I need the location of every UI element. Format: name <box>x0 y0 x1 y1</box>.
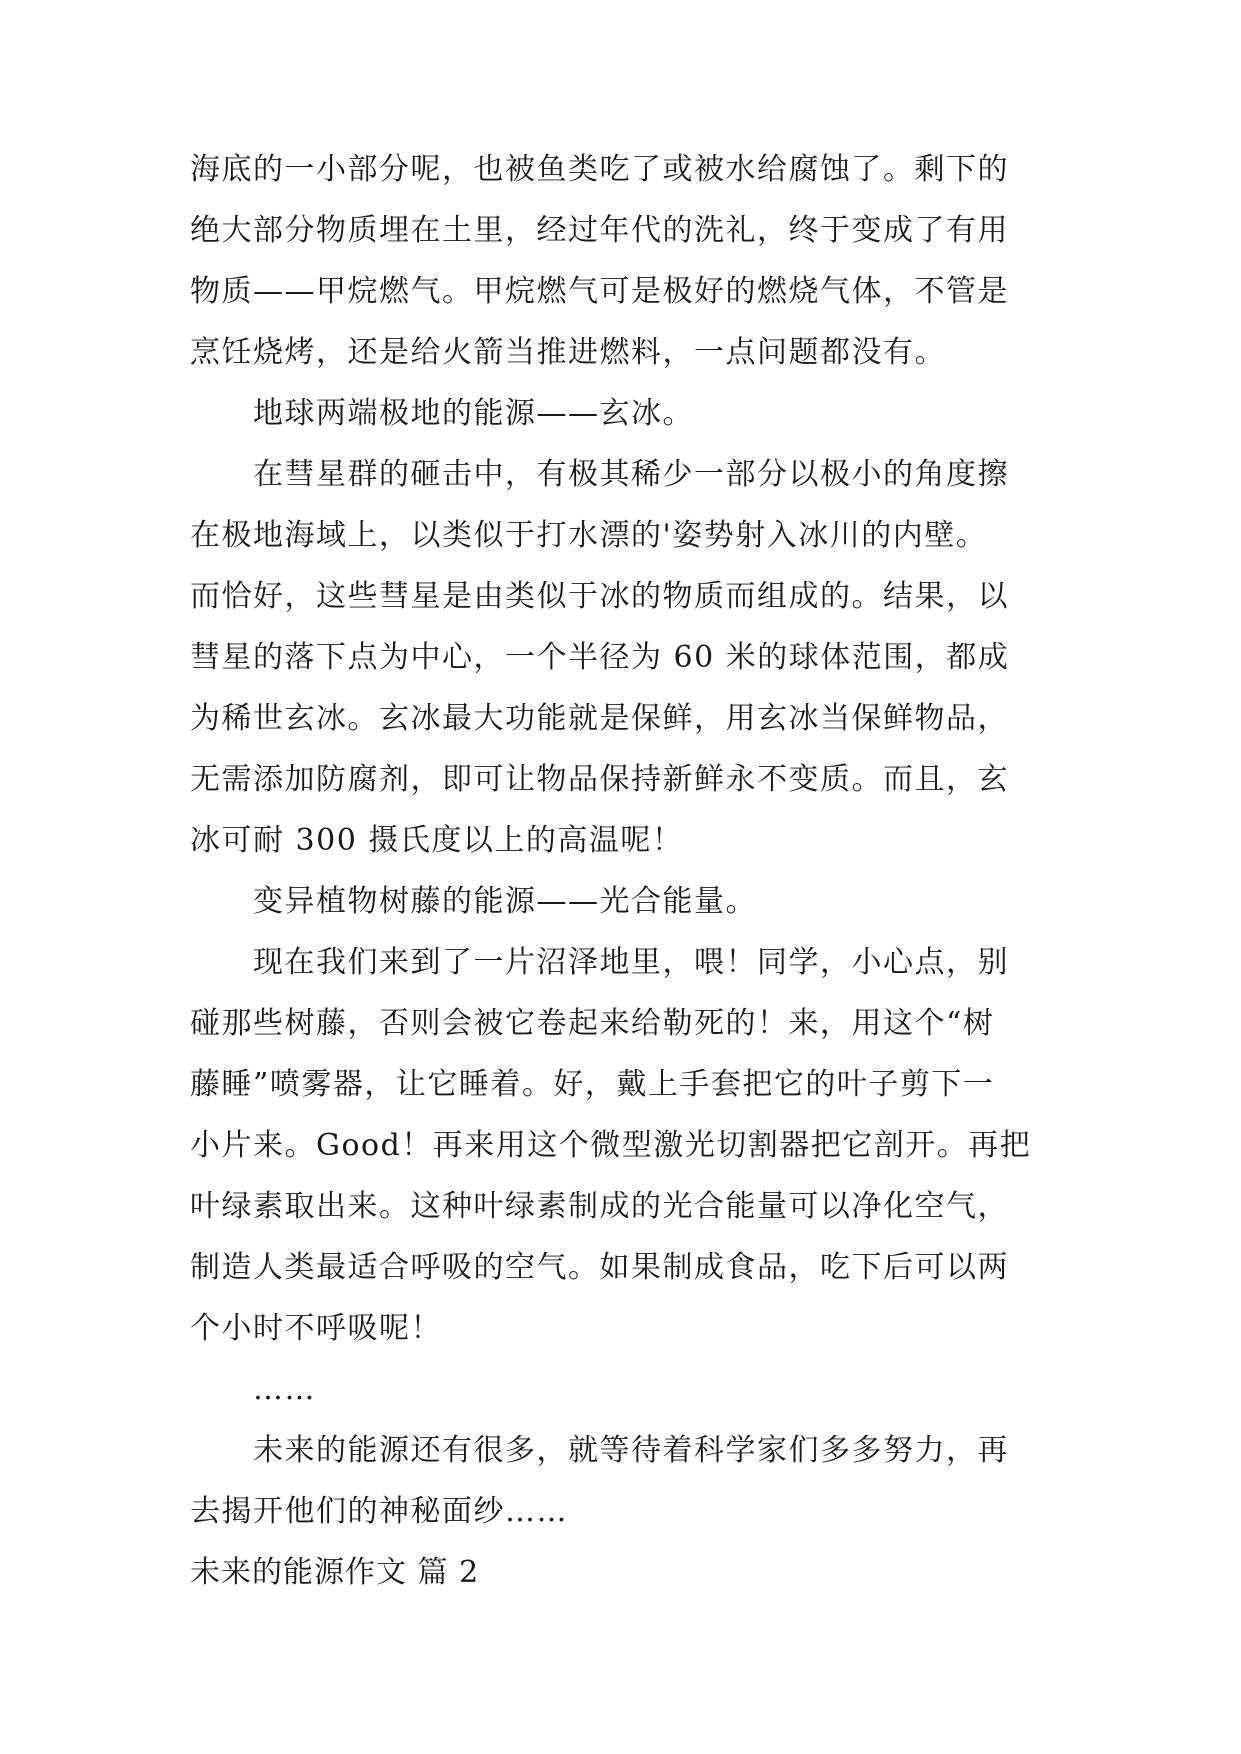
text-line: 烹饪烧烤，还是给火箭当推进燃料，一点问题都没有。 <box>190 335 946 370</box>
text-line: 小片来。Good！再来用这个微型激光切割器把它剖开。再把 <box>190 1128 1032 1163</box>
text-line: 叶绿素取出来。这种叶绿素制成的光合能量可以净化空气， <box>190 1189 1009 1224</box>
section-subtitle: 地球两端极地的能源——玄冰。 <box>253 396 694 431</box>
text-line: 藤睡”喷雾器，让它睡着。好，戴上手套把它的叶子剪下一 <box>190 1067 995 1102</box>
text-line: 现在我们来到了一片沼泽地里，喂！同学，小心点，别 <box>253 945 1009 980</box>
text-line: 绝大部分物质埋在土里，经过年代的洗礼，终于变成了有用 <box>190 213 1009 248</box>
text-line: 海底的一小部分呢，也被鱼类吃了或被水给腐蚀了。剩下的 <box>190 152 1009 187</box>
text-line: 而恰好，这些彗星是由类似于冰的物质而组成的。结果，以 <box>190 579 1009 614</box>
text-line: 彗星的落下点为中心，一个半径为 60 米的球体范围，都成 <box>190 640 1010 675</box>
text-line: 未来的能源还有很多，就等待着科学家们多多努力，再 <box>253 1433 1009 1468</box>
essay-heading: 未来的能源作文 篇 2 <box>190 1555 480 1590</box>
text-line: 去揭开他们的神秘面纱…… <box>190 1494 568 1529</box>
text-line: 碰那些树藤，否则会被它卷起来给勒死的！来，用这个“树 <box>190 1006 995 1041</box>
text-line: 冰可耐 300 摄氏度以上的高温呢！ <box>190 823 684 858</box>
text-line: 在彗星群的砸击中，有极其稀少一部分以极小的角度擦 <box>253 457 1009 492</box>
ellipsis-line: …… <box>253 1372 316 1407</box>
text-line: 个小时不呼吸呢！ <box>190 1311 442 1346</box>
text-line: 无需添加防腐剂，即可让物品保持新鲜永不变质。而且，玄 <box>190 762 1009 797</box>
text-line: 物质——甲烷燃气。甲烷燃气可是极好的燃烧气体，不管是 <box>190 274 1009 309</box>
text-line: 制造人类最适合呼吸的空气。如果制成食品，吃下后可以两 <box>190 1250 1009 1285</box>
section-subtitle: 变异植物树藤的能源——光合能量。 <box>253 884 757 919</box>
text-line: 为稀世玄冰。玄冰最大功能就是保鲜，用玄冰当保鲜物品， <box>190 701 1009 736</box>
text-line: 在极地海域上，以类似于打水漂的'姿势射入冰川的内壁。 <box>190 518 988 553</box>
